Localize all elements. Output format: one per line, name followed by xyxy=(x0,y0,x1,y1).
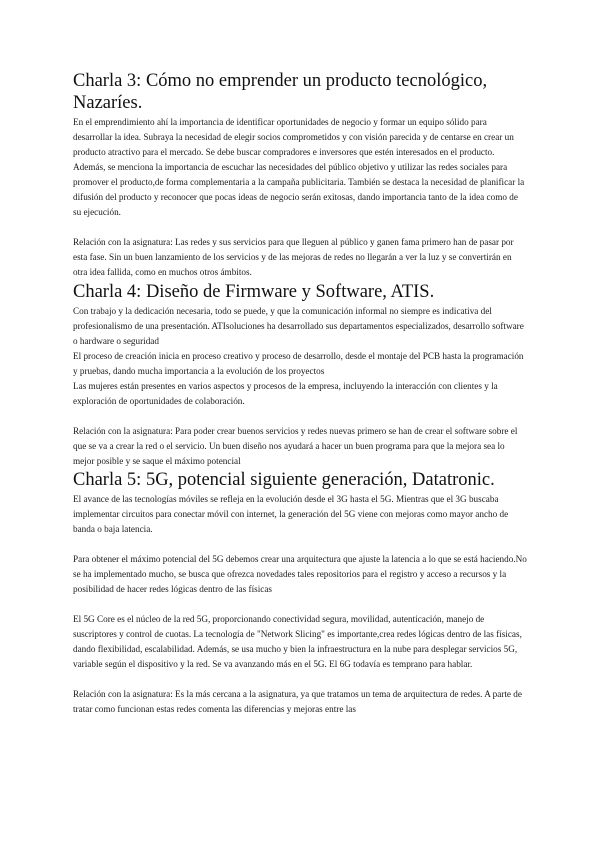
paragraph: Relación con la asignatura: Es la más cercana a la asignatura, ya que tratamos un tema de arquitectura de redes. A parte de tratar como funcionan estas redes comenta las diferencias y mejoras entre las xyxy=(73,689,522,714)
paragraph-spacer xyxy=(73,409,528,424)
section-title-charla-5: Charla 5: 5G, potencial siguiente generación, Datatronic. xyxy=(73,470,495,490)
paragraph-spacer xyxy=(73,220,528,235)
paragraph: Relación con la asignatura: Las redes y sus servicios para que lleguen al público y ganen fama primero han de pasar por esta fase. Sin un buen lanzamiento de los servicios y de las mejoras de redes no llegarán a ver la luz y se convertirán en otra idea fallida, como en muchos otros ámbitos. xyxy=(73,237,514,277)
paragraph-spacer xyxy=(73,537,528,552)
paragraph: Relación con la asignatura: Para poder crear buenos servicios y redes nuevas primero se han de crear el software sobre el que se va a crear la red o el servicio. Un buen diseño nos ayudará a hacer un buen programa para que la mejora sea lo mejor posible y se saque el máximo potencial xyxy=(73,426,518,466)
paragraph: El avance de las tecnologías móviles se refleja en la evolución desde el 3G hasta el 5G. Mientras que el 3G buscaba implementar circuitos para conectar móvil con internet, la generación del 5G viene con mejoras como mayor ancho de banda o baja latencia. xyxy=(73,494,509,534)
paragraph: Con trabajo y la dedicación necesaria, todo se puede, y que la comunicación informal no siempre es indicativa del profesionalismo de una presentación. ATIsoluciones ha desarrollado sus departamentos especializados, desarrollo software o hardware o seguridad xyxy=(73,306,524,346)
paragraph-spacer xyxy=(73,672,528,687)
paragraph: En el emprendimiento ahí la importancia de identificar oportunidades de negocio y formar un equipo sólido para desarrollar la idea. Subraya la necesidad de elegir socios comprometidos y con visión parecida y de centarse en crear un producto atractivo para el mercado. Se debe buscar compradores e inversores que estén interesados en el producto. Además, se menciona la importancia de escuchar las necesidades del público objetivo y utilizar las redes sociales para promover el producto,de forma complementaria a la campaña publicitaria. También se destaca la necesidad de planificar la difusión del producto y reconocer que pocas ideas de negocio serán exitosas, dando importancia tanto de la idea como de su ejecución. xyxy=(73,117,525,217)
section-title-charla-3: Charla 3: Cómo no emprender un producto tecnológico, Nazaríes. xyxy=(73,71,488,113)
document-page xyxy=(73,70,528,717)
paragraph-spacer xyxy=(73,597,528,612)
paragraph: Para obtener el máximo potencial del 5G debemos crear una arquitectura que ajuste la latencia a lo que se está haciendo.No se ha implementado mucho, se busca que ofrezca novedades tales repositorios para el registro y acceso a recursos y la posibilidad de hacer redes lógicas dentro de las físicas xyxy=(73,554,527,594)
paragraph: El 5G Core es el núcleo de la red 5G, proporcionando conectividad segura, movilidad, autenticación, manejo de suscriptores y control de cuotas. La tecnología de "Network Slicing" es importante,crea redes lógicas dentro de las físicas, dando flexibilidad, escalabilidad. Además, se usa mucho y bien la infraestructura en la nube para desplegar servicios 5G, variable según el dispositivo y la red. Se va avanzando más en el 5G. El 6G todavía es temprano para hablar. xyxy=(73,614,522,669)
paragraph: El proceso de creación inicia en proceso creativo y proceso de desarrollo, desde el montaje del PCB hasta la programación y pruebas, dando mucha importancia a la evolución de los proyectos xyxy=(73,351,524,376)
section-title-charla-4: Charla 4: Diseño de Firmware y Software, ATIS. xyxy=(73,282,435,302)
paragraph: Las mujeres están presentes en varios aspectos y procesos de la empresa, incluyendo la interacción con clientes y la exploración de oportunidades de colaboración. xyxy=(73,381,498,406)
